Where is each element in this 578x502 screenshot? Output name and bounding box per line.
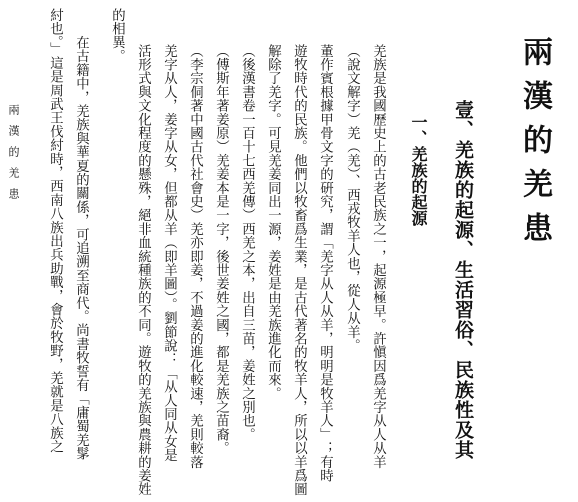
body-line: （李宗侗著中國古代社會史）羌亦即姜，不過姜的進化較速，羌則較落 [187, 44, 203, 469]
running-header: 兩漢的羌患 [7, 104, 20, 209]
body-line: 在古籍中，羌族與華夏的關係，可追溯至商代。尚書牧誓有「庸蜀羌髳 [73, 22, 89, 461]
body-line: 羌族是我國歷史上的古老民族之一，起源極早。許愼因爲羌字从人从羊 [370, 44, 386, 469]
body-line: 的相異。 [109, 8, 125, 63]
body-line: （說文解字）羌（羌）、西戎牧羊人也，從人从羊。 [344, 44, 360, 353]
body-line: 解除了羌字。可見羌姜同出一源，姜姓是由羌族進化而來。 [265, 44, 281, 401]
body-line: 活形式與文化程度的懸殊，絕非血統種族的不同。遊牧的羌族與農耕的姜姓 [135, 44, 151, 497]
body-line: 羌字从人，姜字从女，但都从羊（即羊圖）。劉節說：「从人同从女是 [161, 44, 177, 462]
body-line: 遊牧時代的民族。他們以牧畜爲生業，是古代著名的牧羊人，所以以羊爲圖 [291, 44, 307, 497]
body-line: （後漢書卷一百十七西羌傳）西羌之本，出自三苗，姜姓之別也。 [239, 44, 255, 442]
subsection-title: 一、羌族的起源 [409, 114, 428, 226]
body-line: 紂也。」這是周武王伐紂時，西南八族出兵助戰，會於牧野，羌就是八族之 [47, 8, 63, 454]
body-line: 董作賓根據甲骨文字的硏究，謂「羌字从人从羊，明明是牧羊人」；有時 [317, 44, 333, 483]
chapter-title: 兩漢的羌患 [517, 36, 552, 256]
body-line: （傅斯年著姜原）羌姜本是一字，後世姜姓之國，都是羌族之苗裔。 [213, 44, 229, 455]
section-title: 壹、羌族的起源、生活習俗、民族性及其 [452, 100, 474, 460]
